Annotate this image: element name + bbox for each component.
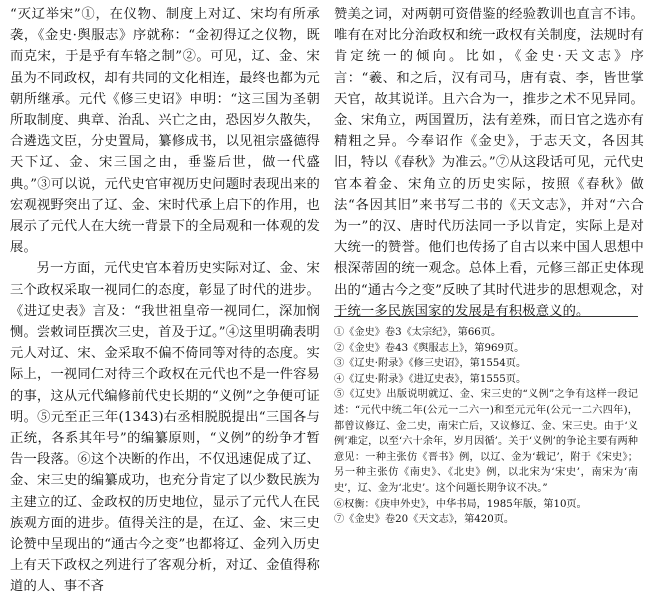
footnote: ②《金史》卷43《舆服志上》，第969页。 <box>334 342 525 354</box>
right-column <box>334 4 644 322</box>
footnote: ⑦《金史》卷20《天文志》，第420页。 <box>334 514 515 526</box>
footnote: ④《辽史·附录》《进辽史表》，第1555页。 <box>334 373 527 385</box>
footnote: ⑥权衡：《庚申外史》，中华书局，1985年版，第10页。 <box>334 498 587 510</box>
left-column <box>10 4 320 598</box>
body-paragraph: “灭辽举宋”①，在仪物、制度上对辽、宋均有所承袭，《金史·舆服志》序就称：“金初得辽之仪物，既而克宋，于是乎有车辂之制”②。可见，辽、金、宋虽为不同政权，却有共同的文化相连，最终也都为元朝所继承。元代《修三史诏》申明：“这三国为圣朝所取制度、典章、治乱、兴亡之由，恐因岁久散失，合遴选文臣，分史置局，纂修成书，以见祖宗盛德得天下辽、金、宋三国之由，垂鉴后世，做一代盛典。”③可以说，元代史官审视历史问题时表现出来的宏观视野突出了辽、金、宋时代承上启下的作用，也展示了元代人在大统一背景下的全局观和一体观的发展。 <box>10 7 320 256</box>
body-paragraph: 赞美之词，对两朝可资借鉴的经验教训也直言不讳。唯有在对比分治政权和统一政权有关制度，法规时有肯定统一的倾向。比如，《金史·天文志》序言：“羲、和之后，汉有司马，唐有袁、李，皆世掌天官，故其说详。且六合为一，推步之术不见异同。金、宋角立，两国置历，法有差殊，而日官之选亦有精粗之异。今奉诏作《金史》，于志天文，各因其旧，特以《春秋》为准云。”⑦从这段话可见，元代史官本着金、宋角立的历史实际，按照《春秋》做法“各因其旧”来书写二书的《天文志》，并对“六合为一”的汉、唐时代历法同一予以肯定，实际上是对大统一的赞誉。他们也传扬了自古以来中国人思想中根深蒂固的统一观念。总体上看，元修三部正史体现出的“通古今之变”反映了其时代进步的思想观念，对于统一多民族国家的发展是有积极意义的。 <box>334 7 644 319</box>
footnote: ⑤《辽史》出版说明就辽、金、宋三史的“义例”之争有这样一段记述：“元代中统二年(公元一二六一)和至元元年(公元一二六四年)，都曾议修辽、金二史，南宋亡后，又议修辽、金、宋三史。由于‘义例’难定，以至‘六十余年，岁月因循’。关于‘义例’的争论主要有两种意见：一种主张仿《晋书》例，以辽、金为‘载记’，附于《宋史》；另一种主张仿《南史》、《北史》例，以北宋为‘宋史’，南宋为‘南史’，辽、金为‘北史’。这个问题长期争议不决。” <box>334 389 638 494</box>
footnote: ①《金史》卷3《太宗纪》，第66页。 <box>334 327 502 338</box>
footnote: ③《辽史·附录》《修三史诏》，第1554页。 <box>334 358 527 370</box>
footnotes <box>334 316 638 528</box>
body-paragraph: 另一方面，元代史官本着历史实际对辽、金、宋三个政权采取一视同仁的态度，彰显了时代的进步。《进辽史表》言及：“我世祖皇帝一视同仁，深加悯恻。尝敕词臣撰次三史，首及于辽。”④这里明确表明元人对辽、宋、金采取不偏不倚同等对待的态度。实际上，一视同仁对待三个政权在元代也不是一件容易的事，这从元代编修前代史长期的“义例”之争便可证明。⑤元至正三年(1343)右丞相脱脱提出“三国各与正统，各系其年号”的编纂原则，“义例”的纷争才暂告一段落。⑥这个决断的作出，不仅迅速促成了辽、金、宋三史的编纂成功，也充分肯定了以少数民族为主建立的辽、金政权的历史地位，显示了元代人在民族观方面的进步。值得关注的是，在辽、金、宋三史论赞中呈现出的“通古今之变”也都将辽、金列入历史上有天下政权之列进行了客观分析，对辽、金值得称道的人、事不吝 <box>10 261 320 595</box>
